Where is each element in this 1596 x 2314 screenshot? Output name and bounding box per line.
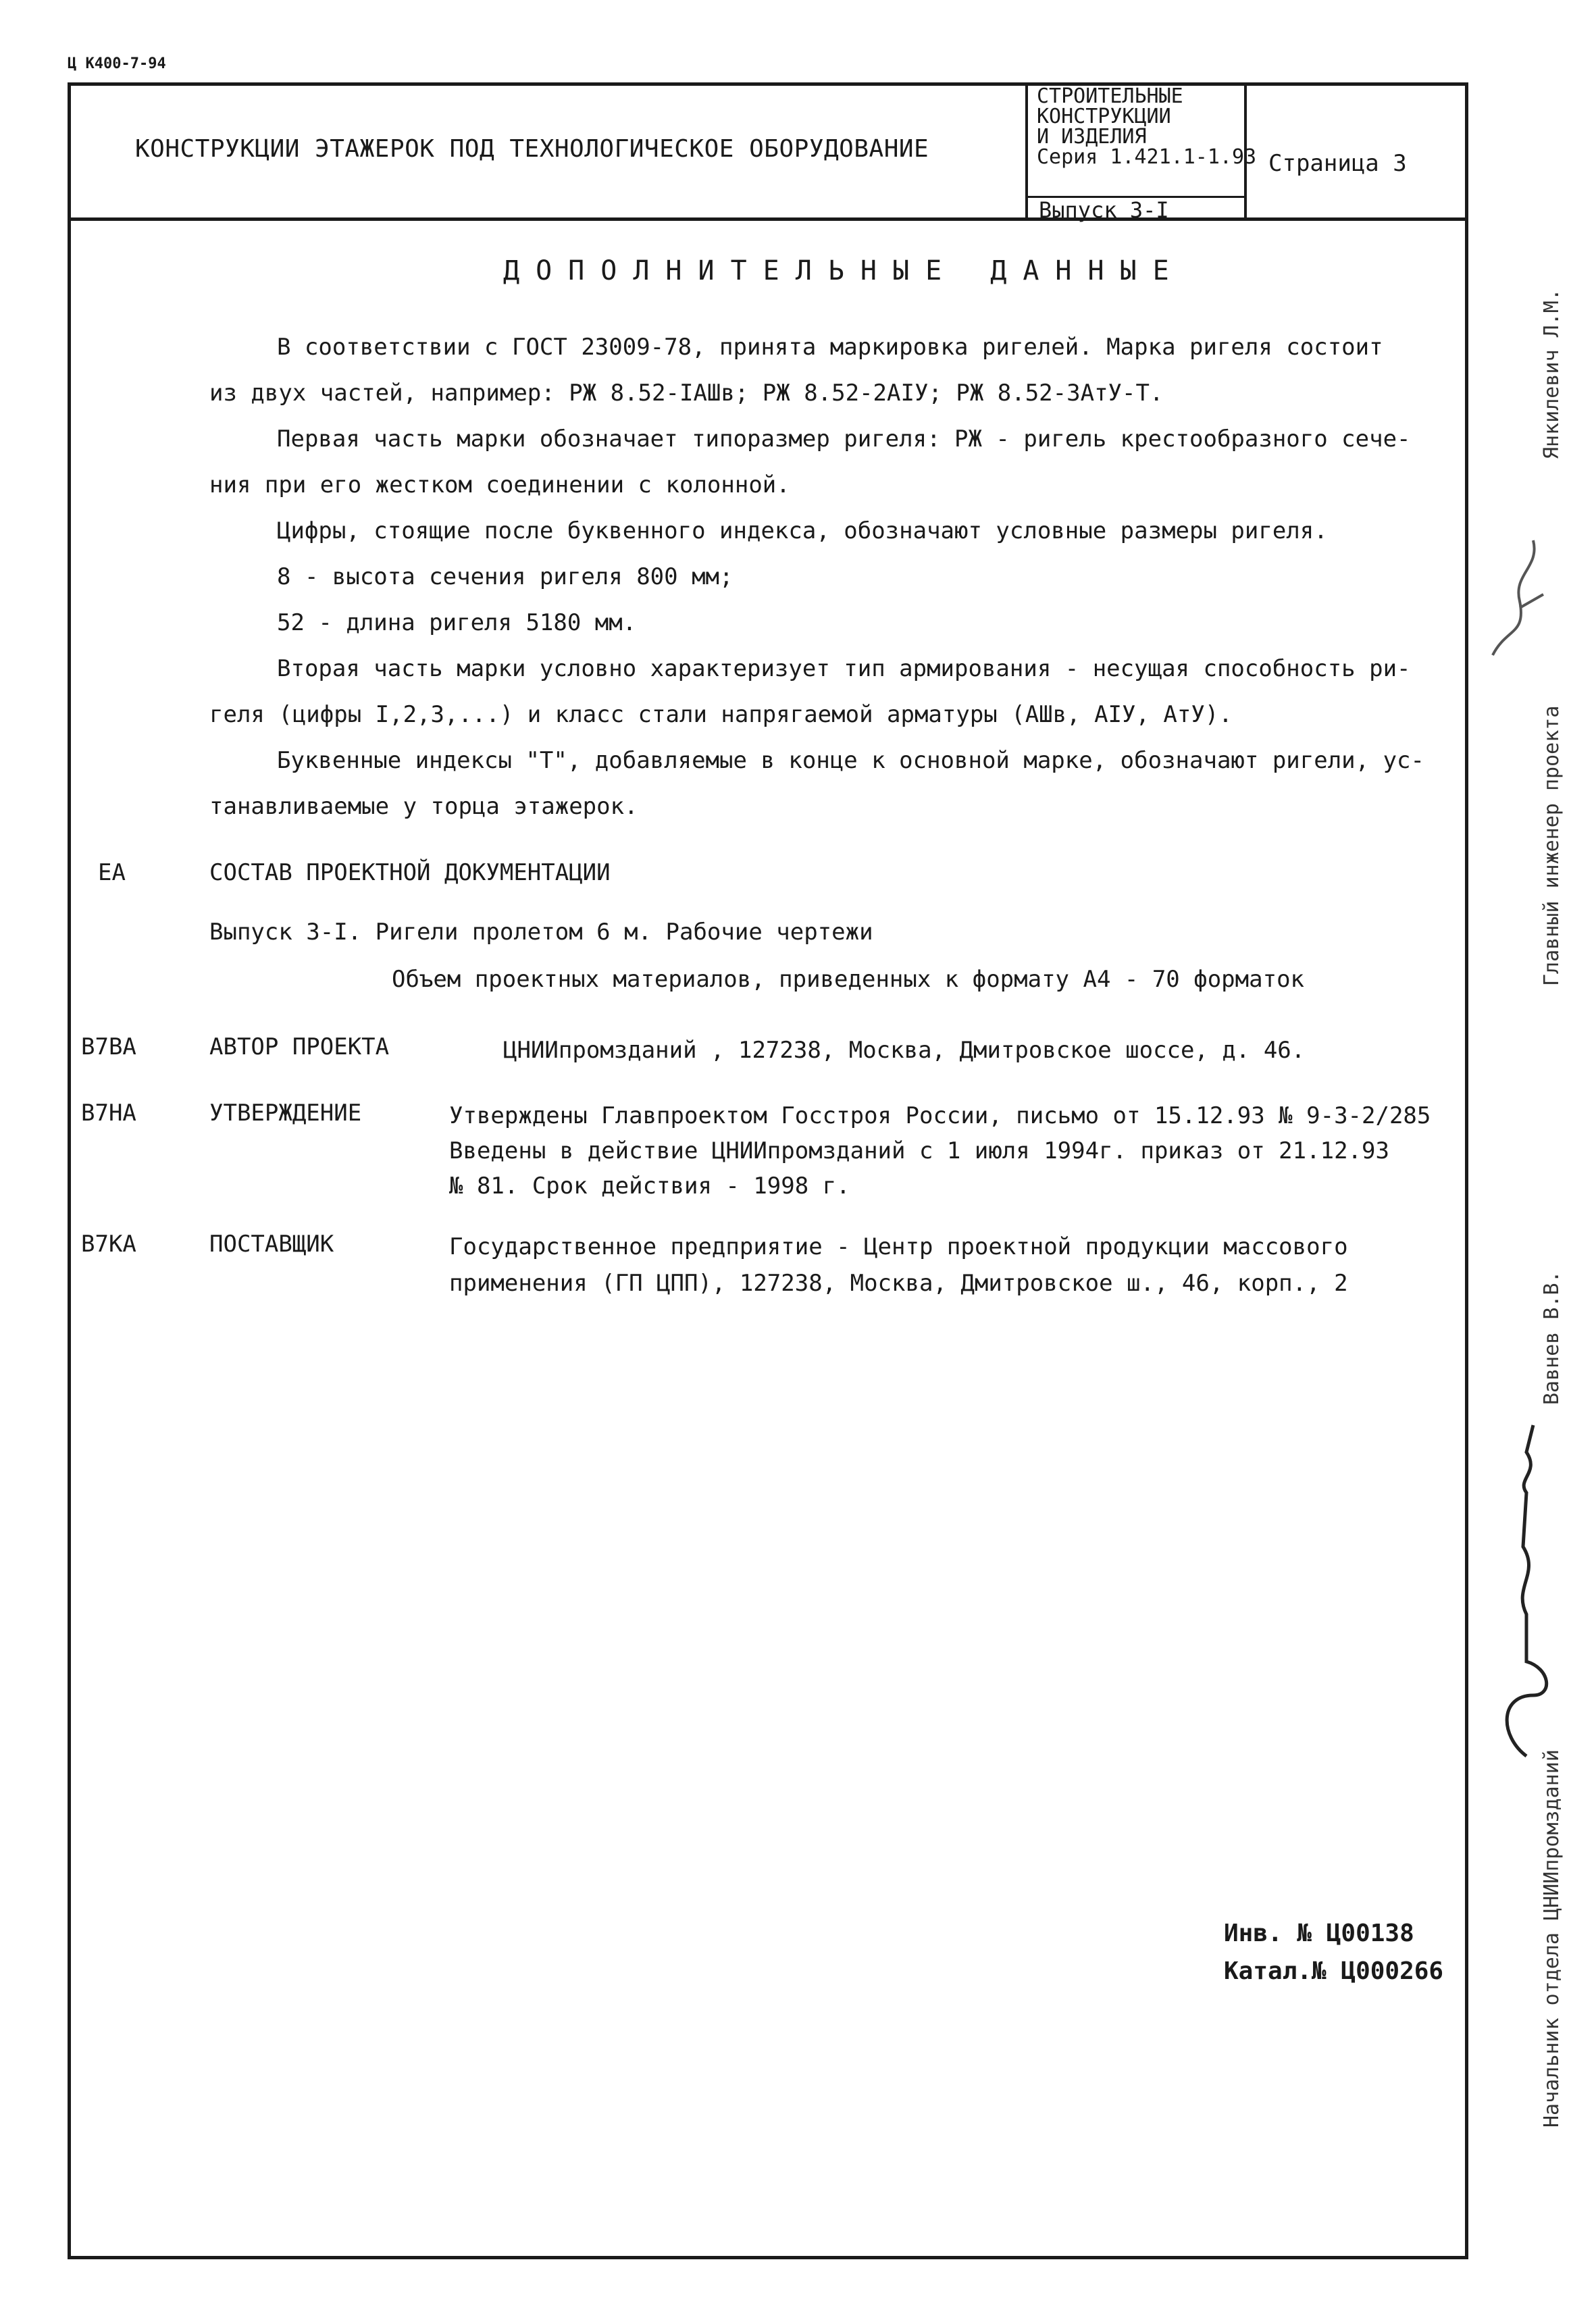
inventory-number: Инв. № Ц00138 [1224,1920,1414,1947]
issue-label: Выпуск 3-I [1039,197,1169,223]
header-title: КОНСТРУКЦИИ ЭТАЖЕРОК ПОД ТЕХНОЛОГИЧЕСКОЕ ОБОРУДОВАНИЕ [135,135,929,163]
series-line-2: КОНСТРУКЦИИ [1037,105,1171,128]
body-line-8: Вторая часть марки условно характеризует тип армирования - несущая способность ри- [277,655,1411,682]
document-code: Ц К400-7-94 [68,55,166,72]
signature-bottom-icon [1486,1412,1560,1770]
section-title: ДОПОЛНИТЕЛЬНЫЕ ДАННЫЕ [503,255,1185,286]
margin-top-name: Янкилевич Л.М. [1540,288,1564,459]
series-line-3: И ИЗДЕЛИЯ [1037,125,1147,149]
approval-line-1: Утверждены Главпроектом Госстроя России, письмо от 15.12.93 № 9-3-2/285 [449,1102,1431,1129]
approval-line-3: № 81. Срок действия - 1998 г. [449,1173,850,1200]
body-line-6: 8 - высота сечения ригеля 800 мм; [277,563,733,590]
approval-code: В7НА [81,1100,136,1127]
supplier-line-2: применения (ГП ЦПП), 127238, Москва, Дмитровское ш., 46, корп., 2 [449,1270,1348,1297]
author-text: ЦНИИпромзданий , 127238, Москва, Дмитровское шоссе, д. 46. [503,1037,1306,1064]
margin-bottom-name: Вавнев В.В. [1540,1270,1564,1405]
series-line-1: СТРОИТЕЛЬНЫЕ [1037,84,1183,108]
docs-code: ЕА [98,859,126,886]
header-divider [68,217,1468,221]
header-vline-1 [1025,82,1028,219]
catalog-number: Катал.№ Ц000266 [1224,1957,1444,1985]
margin-bottom-role: Начальник отдела ЦНИИпромзданий [1540,1749,1564,2128]
body-line-3: Первая часть марки обозначает типоразмер ригеля: РЖ - ригель крестообразного сече- [277,426,1411,453]
series-block [1037,86,1256,168]
body-line-5: Цифры, стоящие после буквенного индекса, обозначают условные размеры ригеля. [277,517,1328,544]
body-line-2: из двух частей, например: РЖ 8.52-IАШв; РЖ 8.52-2АIУ; РЖ 8.52-3АтУ-Т. [209,380,1164,407]
body-line-11: танавливаемые у торца этажерок. [209,793,638,820]
docs-title: СОСТАВ ПРОЕКТНОЙ ДОКУМЕНТАЦИИ [209,859,611,886]
body-line-1: В соответствии с ГОСТ 23009-78, принята маркировка ригелей. Марка ригеля состоит [277,334,1383,361]
supplier-code: В7КА [81,1231,136,1258]
approval-label: УТВЕРЖДЕНИЕ [209,1100,362,1127]
docs-line-2: Объем проектных материалов, приведенных к формату А4 - 70 форматок [392,966,1305,993]
body-line-10: Буквенные индексы "Т", добавляемые в конце к основной марке, обозначают ригели, ус- [277,747,1424,774]
body-line-9: геля (цифры I,2,3,...) и класс стали напрягаемой арматуры (АШв, АIУ, АтУ). [209,701,1233,728]
page-number: Страница 3 [1268,150,1407,177]
margin-top-role: Главный инженер проекта [1540,705,1564,986]
supplier-label: ПОСТАВЩИК [209,1231,334,1258]
series-line-4: Серия 1.421.1-1.93 [1037,145,1257,169]
author-label: АВТОР ПРОЕКТА [209,1033,390,1060]
docs-line-1: Выпуск 3-I. Ригели пролетом 6 м. Рабочие чертежи [209,919,873,946]
signature-top-icon [1479,527,1560,662]
body-line-4: ния при его жестком соединении с колонной. [209,471,790,498]
author-code: В7ВА [81,1033,136,1060]
body-line-7: 52 - длина ригеля 5180 мм. [277,609,637,636]
supplier-line-1: Государственное предприятие - Центр проектной продукции массового [449,1233,1348,1260]
approval-line-2: Введены в действие ЦНИИпромзданий с 1 июля 1994г. приказ от 21.12.93 [449,1137,1389,1164]
